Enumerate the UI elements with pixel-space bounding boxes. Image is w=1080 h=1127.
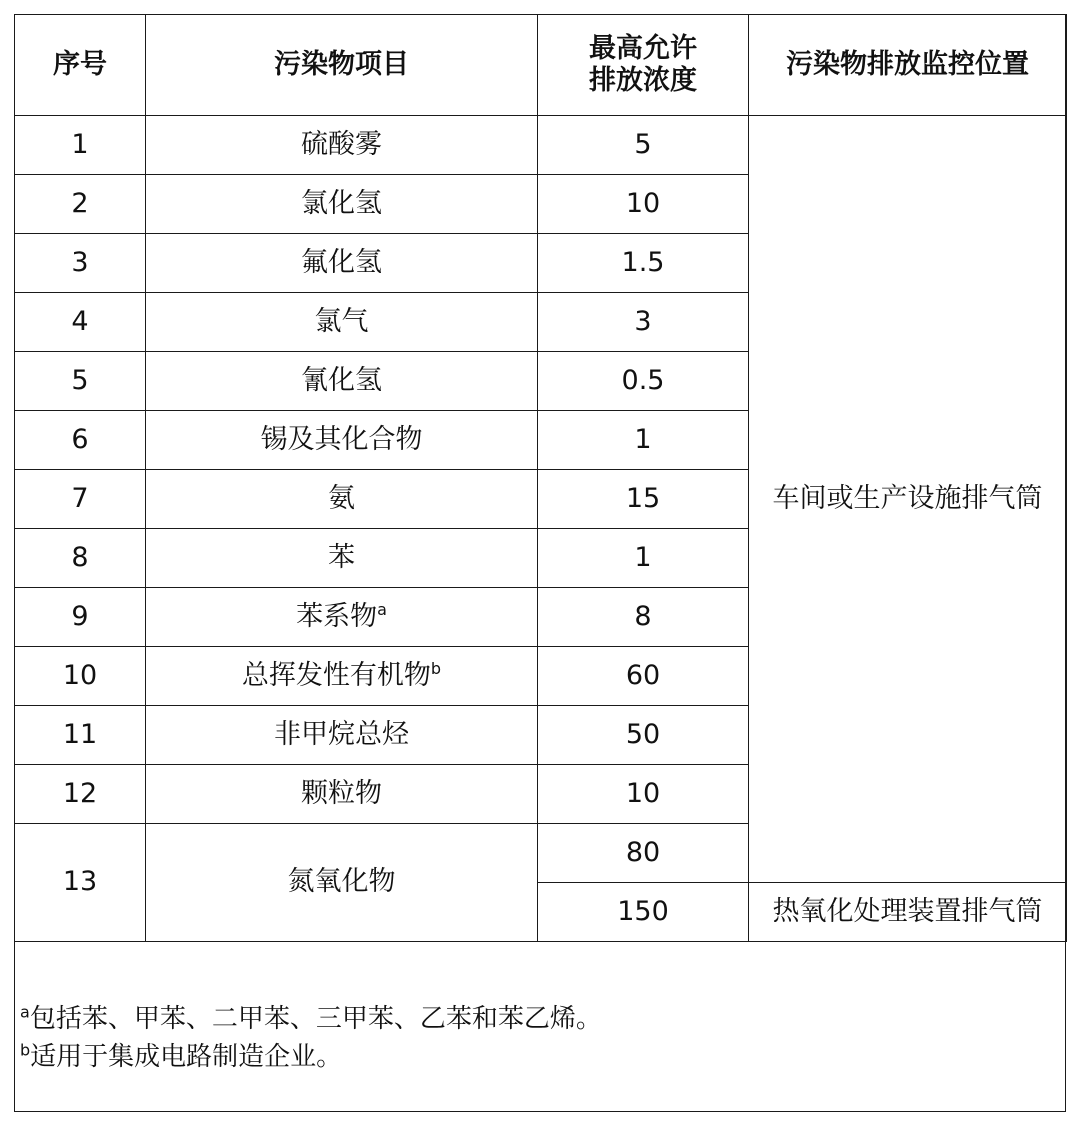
cell-seq: 11 [15, 706, 146, 765]
cell-item-text: 锡及其化合物 [260, 423, 423, 455]
cell-item [146, 234, 538, 293]
cell-item-footnote-mark: a [377, 599, 387, 619]
cell-item [146, 293, 538, 352]
cell-item-text: 氰化氢 [301, 364, 382, 396]
cell-limit: 50 [538, 706, 749, 765]
cell-limit: 8 [538, 588, 749, 647]
cell-limit: 1.5 [538, 234, 749, 293]
cell-seq: 13 [15, 824, 146, 942]
cell-seq: 9 [15, 588, 146, 647]
cell-item [146, 116, 538, 175]
cell-limit: 1 [538, 529, 749, 588]
cell-limit: 0.5 [538, 352, 749, 411]
footnote-a-mark: a [20, 1002, 30, 1022]
cell-item-footnote-mark: b [430, 658, 442, 678]
cell-item [146, 529, 538, 588]
cell-item-text: 颗粒物 [301, 777, 382, 809]
cell-item [146, 706, 538, 765]
cell-seq: 7 [15, 470, 146, 529]
cell-item-text: 苯 [328, 541, 355, 573]
cell-item-text: 氯化氢 [301, 187, 382, 219]
header-limit [538, 15, 749, 116]
header-row [15, 15, 1067, 116]
cell-monitor-main: 车间或生产设施排气筒 [749, 116, 1067, 883]
cell-item-text: 非甲烷总烃 [274, 718, 409, 750]
cell-seq: 8 [15, 529, 146, 588]
cell-limit: 150 [538, 883, 749, 942]
cell-seq: 6 [15, 411, 146, 470]
cell-seq: 2 [15, 175, 146, 234]
footnote-a-text: 包括苯、甲苯、二甲苯、三甲苯、乙苯和苯乙烯。 [29, 1004, 602, 1034]
cell-item-text: 氨 [328, 482, 355, 514]
footnotes [20, 1000, 1060, 1076]
footnote-b [20, 1038, 1060, 1076]
cell-seq: 10 [15, 647, 146, 706]
cell-item [146, 588, 538, 647]
cell-item [146, 765, 538, 824]
cell-item: 氮氧化物 [146, 824, 538, 942]
header-monitor: 污染物排放监控位置 [749, 15, 1067, 116]
cell-seq: 4 [15, 293, 146, 352]
cell-limit: 80 [538, 824, 749, 883]
cell-item-text: 氟化氢 [301, 246, 382, 278]
cell-limit: 60 [538, 647, 749, 706]
cell-limit: 15 [538, 470, 749, 529]
footnote-b-text: 适用于集成电路制造企业。 [30, 1042, 343, 1072]
cell-seq: 1 [15, 116, 146, 175]
cell-limit: 10 [538, 765, 749, 824]
cell-limit: 1 [538, 411, 749, 470]
header-seq: 序号 [15, 15, 146, 116]
cell-item-text: 硫酸雾 [301, 128, 382, 160]
header-limit-line2: 排放浓度 [589, 65, 697, 96]
cell-limit: 10 [538, 175, 749, 234]
table-body [15, 116, 1067, 942]
header-limit-line1: 最高允许 [589, 32, 697, 64]
cell-item [146, 352, 538, 411]
cell-seq: 3 [15, 234, 146, 293]
footnote-a [20, 1000, 1060, 1038]
cell-monitor-thermal: 热氧化处理装置排气筒 [749, 883, 1067, 942]
cell-item-text: 苯系物 [296, 600, 378, 632]
cell-item-text: 总挥发性有机物 [241, 659, 431, 691]
footnote-b-mark: b [20, 1040, 31, 1060]
cell-item [146, 411, 538, 470]
cell-item [146, 175, 538, 234]
emission-limits-table [14, 14, 1067, 942]
cell-item [146, 470, 538, 529]
cell-item-text: 氯气 [314, 305, 369, 337]
table-row [15, 116, 1067, 175]
cell-limit: 3 [538, 293, 749, 352]
header-item: 污染物项目 [146, 15, 538, 116]
cell-limit: 5 [538, 116, 749, 175]
cell-item [146, 647, 538, 706]
cell-seq: 12 [15, 765, 146, 824]
cell-seq: 5 [15, 352, 146, 411]
